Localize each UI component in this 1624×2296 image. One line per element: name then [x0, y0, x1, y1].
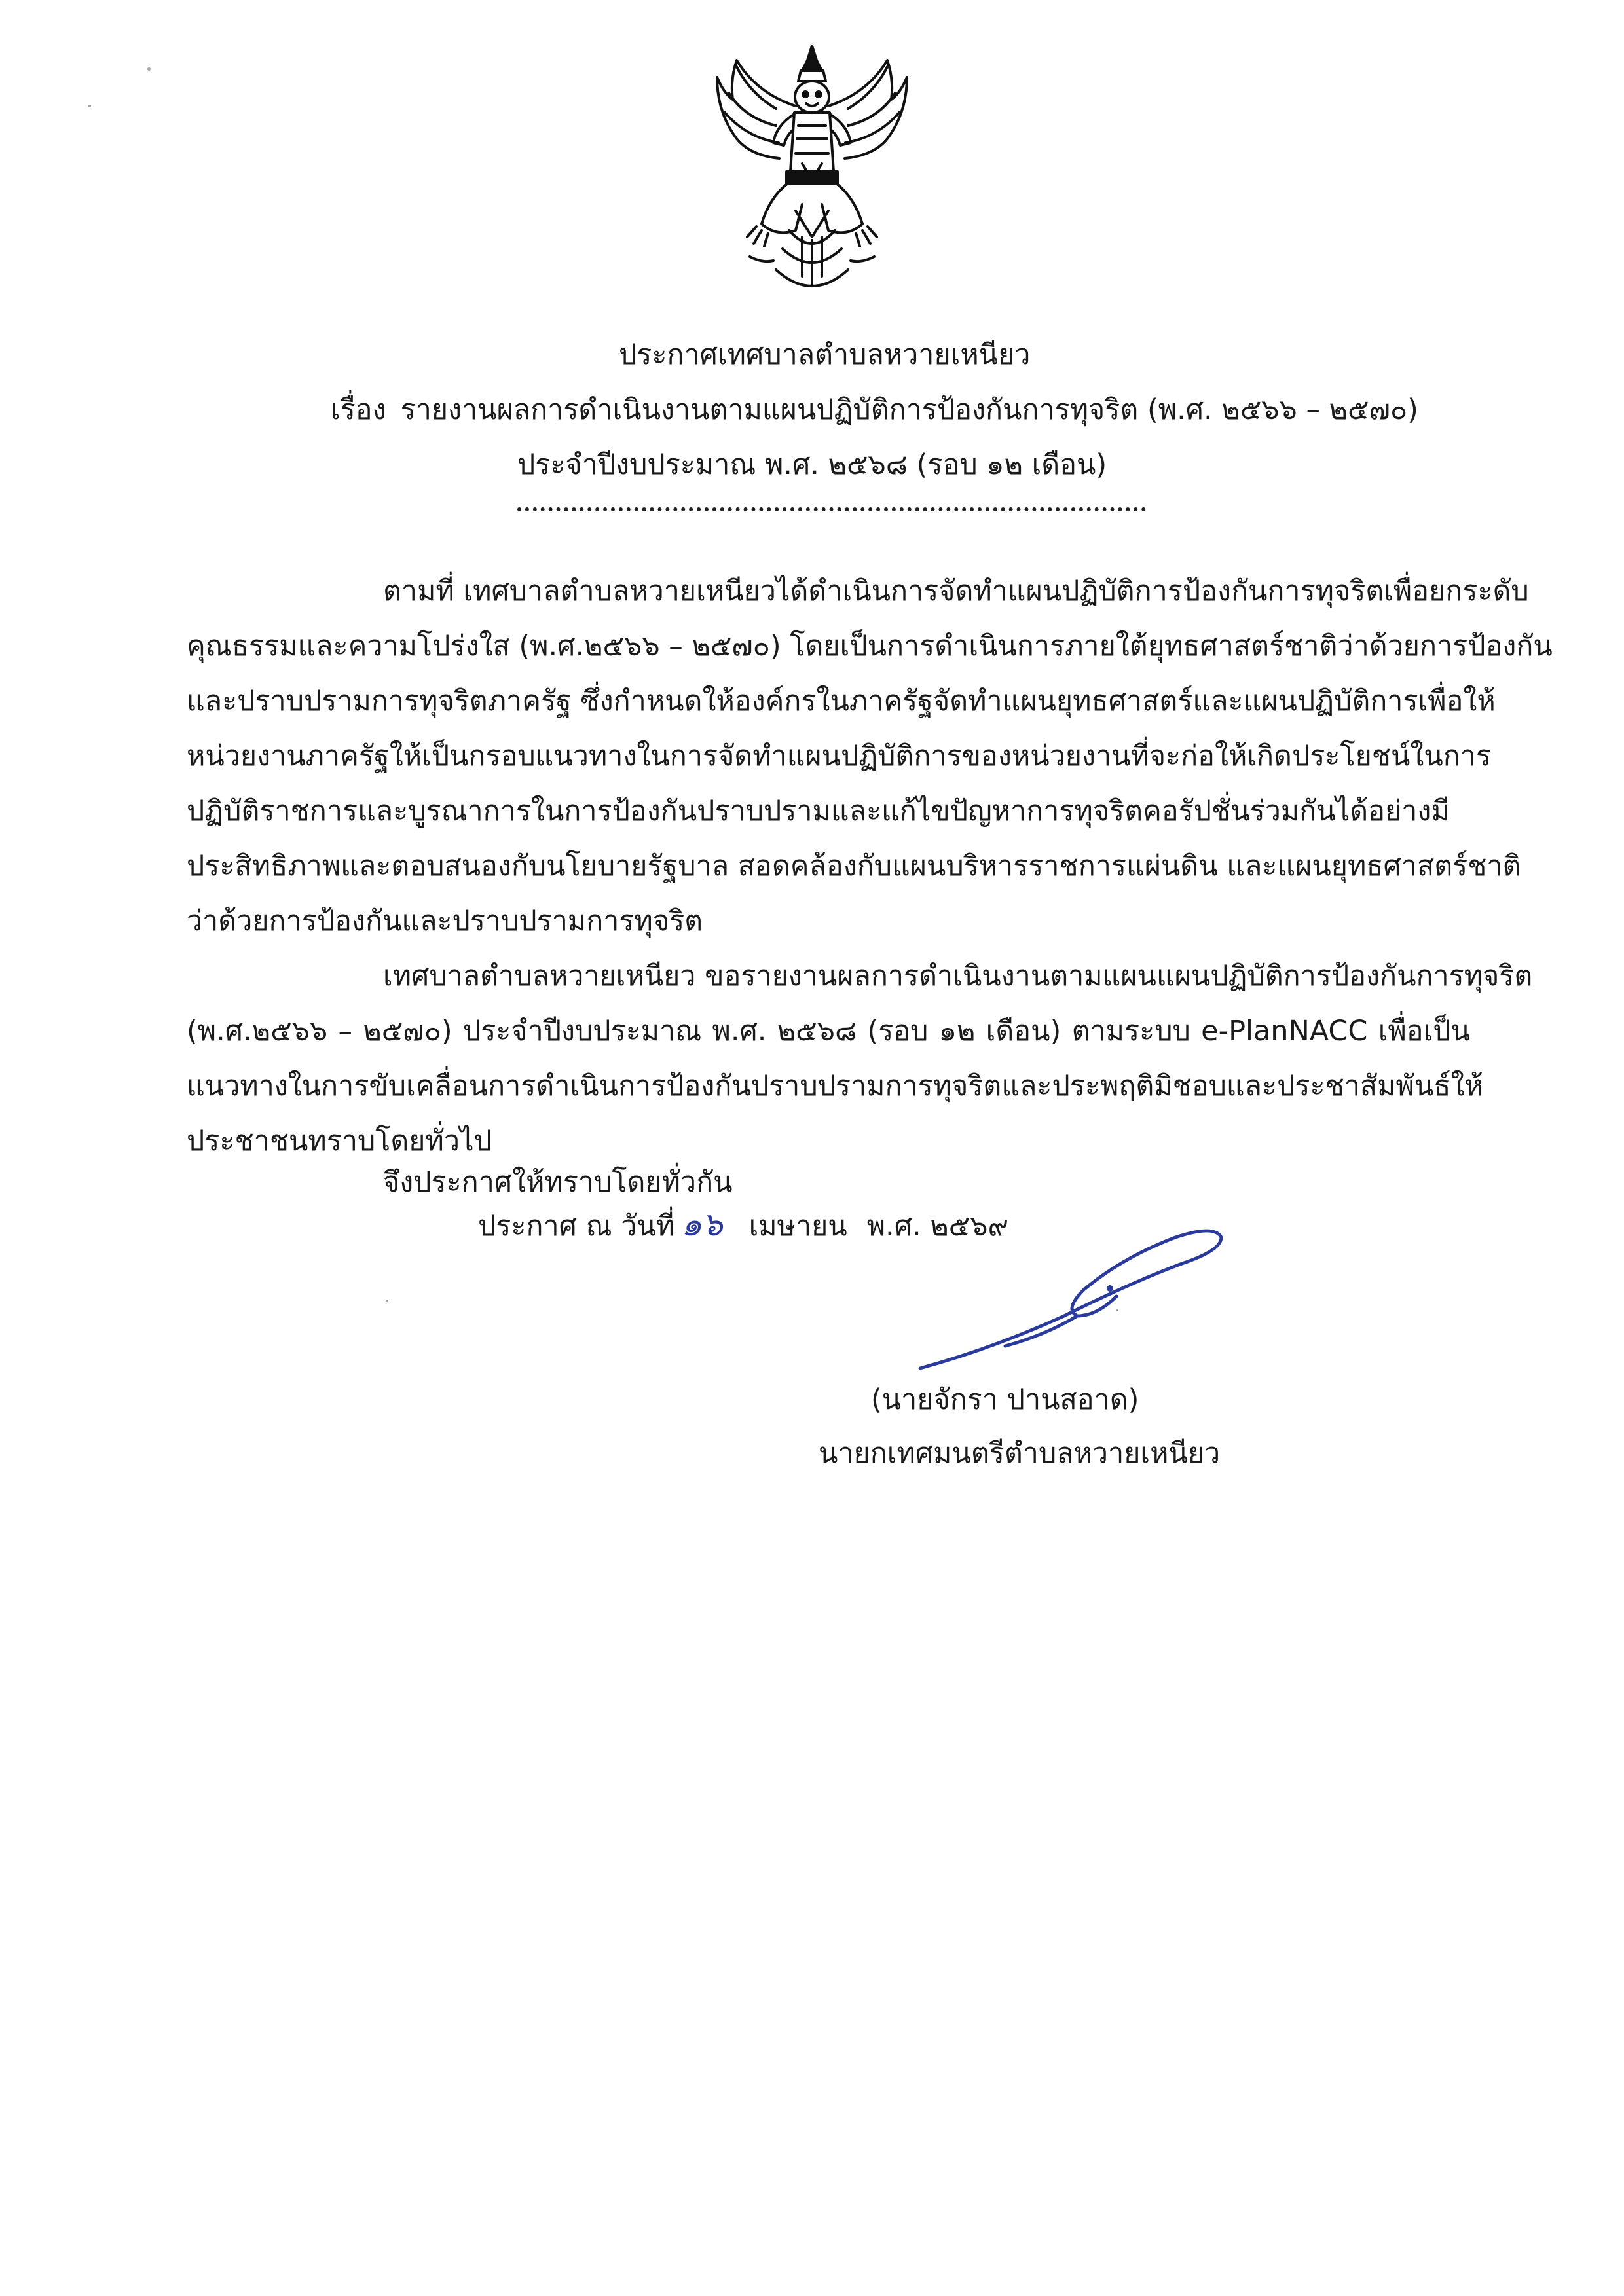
paragraph-2-line-4: ประชาชนทราบโดยทั่วไป	[187, 1125, 492, 1157]
paragraph-1-line-3: และปราบปรามการทุจริตภาครัฐ ซึ่งกำหนดให้องค์กรในภาครัฐจัดทำแผนยุทธศาสตร์และแผนปฏิบัติการเพื่อให้	[187, 685, 1496, 718]
garuda-emblem	[710, 41, 913, 316]
paragraph-1-line-7: ว่าด้วยการป้องกันและปราบปรามการทุจริต	[187, 905, 703, 938]
date-prefix: ประกาศ ณ วันที่	[478, 1210, 675, 1243]
date-year: พ.ศ. ๒๕๖๙	[866, 1210, 1009, 1243]
fiscal-year-line: ประจำปีงบประมาณ พ.ศ. ๒๕๖๘ (รอบ ๑๒ เดือน)	[517, 448, 1107, 481]
scan-speck	[147, 67, 151, 71]
paragraph-2-line-1: เทศบาลตำบลหวายเหนียว ขอรายงานผลการดำเนินงานตามแผนแผนปฏิบัติการป้องกันการทุจริต	[383, 960, 1533, 993]
signatory-title: นายกเทศมนตรีตำบลหวายเหนียว	[819, 1437, 1221, 1470]
paragraph-1-line-4: หน่วยงานภาครัฐให้เป็นกรอบแนวทางในการจัดทำแผนปฏิบัติการของหน่วยงานที่จะก่อให้เกิดประโยชน์ในการ	[187, 740, 1492, 773]
date-month: เมษายน	[748, 1210, 847, 1243]
paragraph-1-line-1: ตามที่ เทศบาลตำบลหวายเหนียวได้ดำเนินการจัดทำแผนปฏิบัติการป้องกันการทุจริตเพื่อยกระดับ	[383, 575, 1529, 608]
closing-line: จึงประกาศให้ทราบโดยทั่วกัน	[383, 1166, 733, 1199]
announcement-subject	[331, 390, 1624, 429]
subject-label: เรื่อง	[331, 393, 386, 426]
signatory-name: (นายจักรา ปานสอาด)	[871, 1383, 1139, 1416]
paragraph-2-line-3: แนวทางในการขับเคลื่อนการดำเนินการป้องกันปราบปรามการทุจริตและประพฤติมิชอบและประชาสัมพันธ์ให้	[187, 1070, 1483, 1102]
dotted-divider	[517, 507, 1146, 511]
paragraph-1-line-5: ปฏิบัติราชการและบูรณาการในการป้องกันปราบปรามและแก้ไขปัญหาการทุจริตคอรัปชั่นร่วมกันได้อย่างมี	[187, 795, 1450, 828]
subject-text: รายงานผลการดำเนินงานตามแผนปฏิบัติการป้องกันการทุจริต (พ.ศ. ๒๕๖๖ – ๒๕๗๐)	[400, 393, 1418, 426]
scan-speck	[88, 105, 91, 107]
paragraph-1-line-2: คุณธรรมและความโปร่งใส (พ.ศ.๒๕๖๖ – ๒๕๗๐) โดยเป็นการดำเนินการภายใต้ยุทธศาสตร์ชาติว่าด้วยการป้องกัน	[187, 630, 1553, 663]
scan-speck	[1116, 1309, 1118, 1311]
announcement-title: ประกาศเทศบาลตำบลหวายเหนียว	[619, 338, 1031, 371]
paragraph-1-line-6: ประสิทธิภาพและตอบสนองกับนโยบายรัฐบาล สอดคล้องกับแผนบริหารราชการแผ่นดิน และแผนยุทธศาสตร์ชาติ	[187, 850, 1521, 883]
paragraph-2-line-2: (พ.ศ.๒๕๖๖ – ๒๕๗๐) ประจำปีงบประมาณ พ.ศ. ๒๕๖๘ (รอบ ๑๒ เดือน) ตามระบบ e-PlanNACC เพื่อเป็น	[187, 1015, 1470, 1048]
date-day: ๑๖	[681, 1205, 723, 1243]
handwritten-signature	[913, 1218, 1241, 1375]
scan-speck	[386, 1300, 388, 1302]
